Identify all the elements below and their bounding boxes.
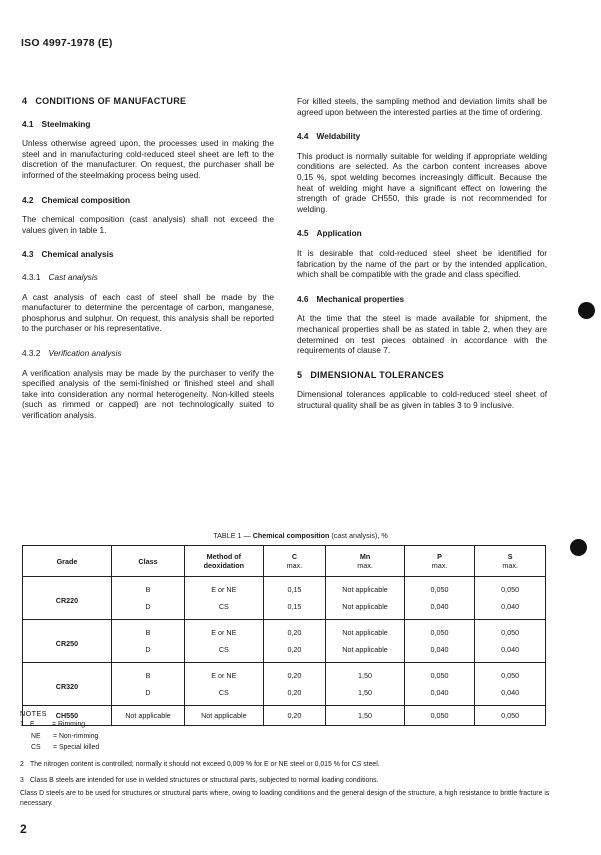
p-cell: 0,050 <box>404 663 475 685</box>
killed-steels-text: For killed steels, the sampling method and deviation limits shall be agreed upon between the interested parties at the time of ordering. <box>297 96 547 117</box>
section-4-4-text: This product is normally suitable for welding if appropriate welding conditions are selected. As the carbon content increases above 0,15 %, spot welding becomes increasingly difficult. Because the heat of welding might have a significant effect on lowering the strength of grade CH550, this grade is not recommended for welding. <box>297 150 547 214</box>
section-4-5-text: It is desirable that cold-reduced steel sheet be identified for fabrication by the name of the part or by the intended application, which shall be compatible with the grade and class specified. <box>297 247 547 280</box>
class-cell: D <box>111 684 184 706</box>
c-cell: 0,20 <box>263 684 326 706</box>
class-cell: D <box>111 598 184 620</box>
notes-title: NOTES <box>20 709 47 718</box>
section-4-3-1-heading: 4.3.1 Cast analysis <box>22 271 98 282</box>
right-column <box>297 96 547 410</box>
table-row <box>23 577 546 599</box>
p-cell: 0,040 <box>404 684 475 706</box>
mn-cell: Not applicable <box>326 598 404 620</box>
note-1-ne: NE = Non-rimming <box>31 732 99 740</box>
p-cell: 0,050 <box>404 706 475 726</box>
grade-cell: CR250 <box>23 620 112 663</box>
mn-cell: Not applicable <box>326 620 404 642</box>
s-cell: 0,040 <box>475 684 546 706</box>
note-2: 2 The nitrogen content is controlled; normally it should not exceed 0,009 % for E or NE steel or 0,015 % for CS steel. <box>20 760 380 768</box>
mn-cell: 1,50 <box>326 684 404 706</box>
section-5-text: Dimensional tolerances applicable to cold-reduced steel sheet of structural quality shall be as given in tables 3 to 9 inclusive. <box>297 389 547 410</box>
s-cell: 0,040 <box>475 598 546 620</box>
method-cell: CS <box>185 684 263 706</box>
p-cell: 0,040 <box>404 598 475 620</box>
document-id: ISO 4997-1978 (E) <box>21 37 113 49</box>
c-cell: 0,20 <box>263 641 326 663</box>
method-cell: E or NE <box>185 663 263 685</box>
grade-cell: CR320 <box>23 663 112 706</box>
class-cell: D <box>111 641 184 663</box>
mn-cell: Not applicable <box>326 577 404 599</box>
class-cell: B <box>111 577 184 599</box>
chemical-composition-table <box>22 545 546 726</box>
header-grade: Grade <box>23 546 112 577</box>
table-row <box>23 620 546 642</box>
class-cell: B <box>111 663 184 685</box>
method-cell: CS <box>185 641 263 663</box>
p-cell: 0,040 <box>404 641 475 663</box>
mn-cell: 1,50 <box>326 663 404 685</box>
binder-hole-top <box>578 302 595 319</box>
section-4-heading: 4 CONDITIONS OF MANUFACTURE <box>22 96 187 106</box>
s-cell: 0,050 <box>475 577 546 599</box>
section-4-2-heading: 4.2 Chemical composition <box>22 194 131 205</box>
table-header-row <box>23 546 546 577</box>
c-cell: 0,15 <box>263 598 326 620</box>
p-cell: 0,050 <box>404 577 475 599</box>
section-4-3-heading: 4.3 Chemical analysis <box>22 249 114 260</box>
header-c: C max. <box>263 546 326 577</box>
section-4-1-text: Unless otherwise agreed upon, the processes used in making the steel and in manufacturing cold-reduced steel sheet are left to the discretion of the manufacturer. On request, the purchaser shall be informed of the steelmaking process being used. <box>22 138 274 180</box>
section-5-heading: 5 DIMENSIONAL TOLERANCES <box>297 369 445 380</box>
header-p: P max. <box>404 546 475 577</box>
method-cell: Not applicable <box>185 706 263 726</box>
section-4-3-2-heading: 4.3.2 Verification analysis <box>22 347 122 358</box>
mn-cell: 1,50 <box>326 706 404 726</box>
c-cell: 0,20 <box>263 663 326 685</box>
note-1-e: 1 E = Rimming <box>20 721 86 729</box>
section-4-3-1-text: A cast analysis of each cast of steel shall be made by the manufacturer to determine the percentage of carbon, manganese, phosphorus and sulphur. On request, this analysis shall be reported to the purchaser or his representative. <box>22 291 274 334</box>
table-1-caption: TABLE 1 — Chemical composition (cast analysis), % <box>213 531 388 540</box>
section-4-5-heading: 4.5 Application <box>297 228 362 239</box>
class-cell: Not applicable <box>111 706 184 726</box>
s-cell: 0,050 <box>475 663 546 685</box>
mn-cell: Not applicable <box>326 641 404 663</box>
header-class: Class <box>111 546 184 577</box>
s-cell: 0,040 <box>475 641 546 663</box>
header-method: Method of deoxidation <box>185 546 263 577</box>
section-4-4-heading: 4.4 Weldability <box>297 131 361 142</box>
class-cell: B <box>111 620 184 642</box>
header-s: S max. <box>475 546 546 577</box>
grade-cell: CH550 <box>23 706 112 726</box>
c-cell: 0,20 <box>263 620 326 642</box>
method-cell: E or NE <box>185 620 263 642</box>
binder-hole-bottom <box>570 539 587 556</box>
method-cell: E or NE <box>185 577 263 599</box>
table-notes <box>20 708 550 809</box>
left-column <box>22 96 274 420</box>
section-4-1-heading: 4.1 Steelmaking <box>22 118 91 129</box>
c-cell: 0,20 <box>263 706 326 726</box>
page-number: 2 <box>20 822 27 836</box>
grade-cell: CR220 <box>23 577 112 620</box>
note-3: 3 Class B steels are intended for use in welded structures or structural parts, subjected to normal loading conditions. <box>20 777 379 785</box>
s-cell: 0,050 <box>475 706 546 726</box>
c-cell: 0,15 <box>263 577 326 599</box>
section-4-2-text: The chemical composition (cast analysis) shall not exceed the values given in table 1. <box>22 214 274 235</box>
header-mn: Mn max. <box>326 546 404 577</box>
method-cell: CS <box>185 598 263 620</box>
section-4-6-text: At the time that the steel is made available for shipment, the mechanical properties shall be as stated in table 2, when they are determined on test pieces obtained in accordance with the requirements of clause 7. <box>297 313 547 356</box>
table-row <box>23 663 546 685</box>
s-cell: 0,050 <box>475 620 546 642</box>
section-4-3-2-text: A verification analysis may be made by the purchaser to verify the specified analysis of the semi-finished or finished steel and shall take into consideration any normal heterogeneity. Non-killed steels (such as rimmed or capped) are not technologically suited to verification analysis. <box>22 367 274 420</box>
section-4-6-heading: 4.6 Mechanical properties <box>297 293 405 304</box>
note-1-cs: CS = Special killed <box>31 744 100 752</box>
p-cell: 0,050 <box>404 620 475 642</box>
note-class-d: Class D steels are to be used for structures or structural parts where, owing to loading conditions and the general design of the structure, a high resistance to brittle fracture is necessary. <box>20 790 550 808</box>
